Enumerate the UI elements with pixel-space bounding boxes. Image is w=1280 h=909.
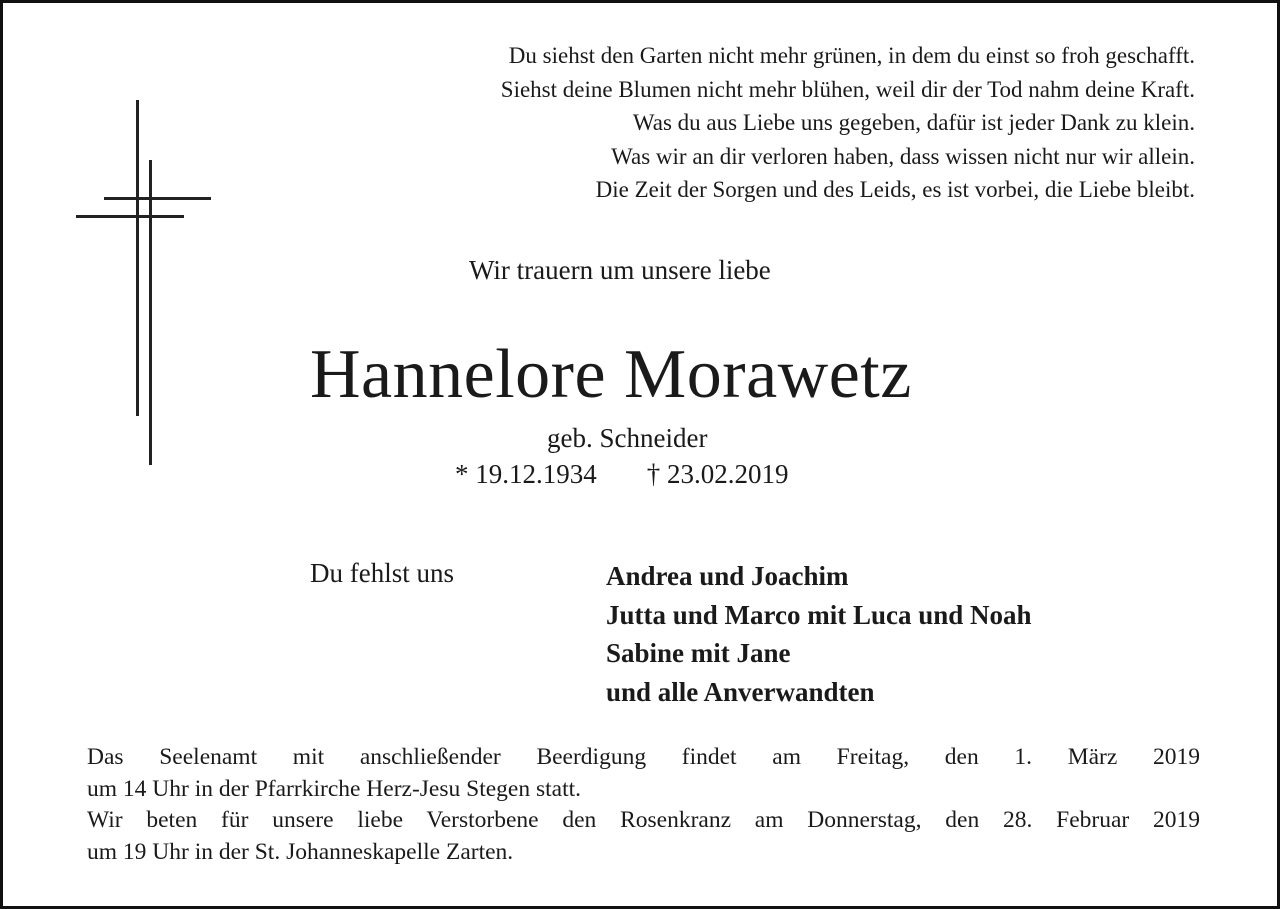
cross-horizontal-line-lower xyxy=(76,215,184,218)
poem-line: Die Zeit der Sorgen und des Leids, es ist vorbei, die Liebe bleibt. xyxy=(595,177,1195,202)
poem-line: Siehst deine Blumen nicht mehr blühen, weil dir der Tod nahm deine Kraft. xyxy=(500,76,1195,102)
mourning-intro: Wir trauern um unsere liebe xyxy=(469,255,771,285)
notice-line: um 14 Uhr in der Pfarrkirche Herz-Jesu Stegen statt. xyxy=(87,775,582,802)
mourner-entry: Jutta und Marco mit Luca und Noah xyxy=(606,599,1032,630)
cross-vertical-line-right xyxy=(149,160,152,465)
memorial-poem xyxy=(501,39,1195,207)
notice-line: Das Seelenamt mit anschließender Beerdigung findet am Freitag, den 1. März 2019 xyxy=(87,744,1200,770)
missed-label: Du fehlst uns xyxy=(310,558,454,588)
life-dates xyxy=(455,459,789,490)
poem-line: Was du aus Liebe uns gegeben, dafür ist jeder Dank zu klein. xyxy=(632,110,1195,135)
poem-line: Du siehst den Garten nicht mehr grünen, in dem du einst so froh geschafft. xyxy=(508,43,1195,68)
mourners-list xyxy=(606,557,1032,711)
cross-vertical-line-left xyxy=(136,100,139,416)
mourner-entry: Andrea und Joachim xyxy=(606,561,849,591)
mourner-entry: und alle Anverwandten xyxy=(606,676,875,707)
birth-date: * 19.12.1934 xyxy=(455,459,597,489)
notice-line: Wir beten für unsere liebe Verstorbene den Rosenkranz am Donnerstag, den 28. Februar 2019 xyxy=(87,807,1200,833)
deceased-name: Hannelore Morawetz xyxy=(310,336,912,413)
poem-line: Was wir an dir verloren haben, dass wissen nicht nur wir allein. xyxy=(611,143,1195,169)
mourner-entry: Sabine mit Jane xyxy=(606,638,791,668)
funeral-notice xyxy=(87,742,1200,868)
death-date: † 23.02.2019 xyxy=(646,459,789,489)
notice-line: um 19 Uhr in der St. Johanneskapelle Zarten. xyxy=(87,838,514,865)
maiden-name: geb. Schneider xyxy=(547,423,708,453)
cross-horizontal-line-upper xyxy=(104,197,211,200)
